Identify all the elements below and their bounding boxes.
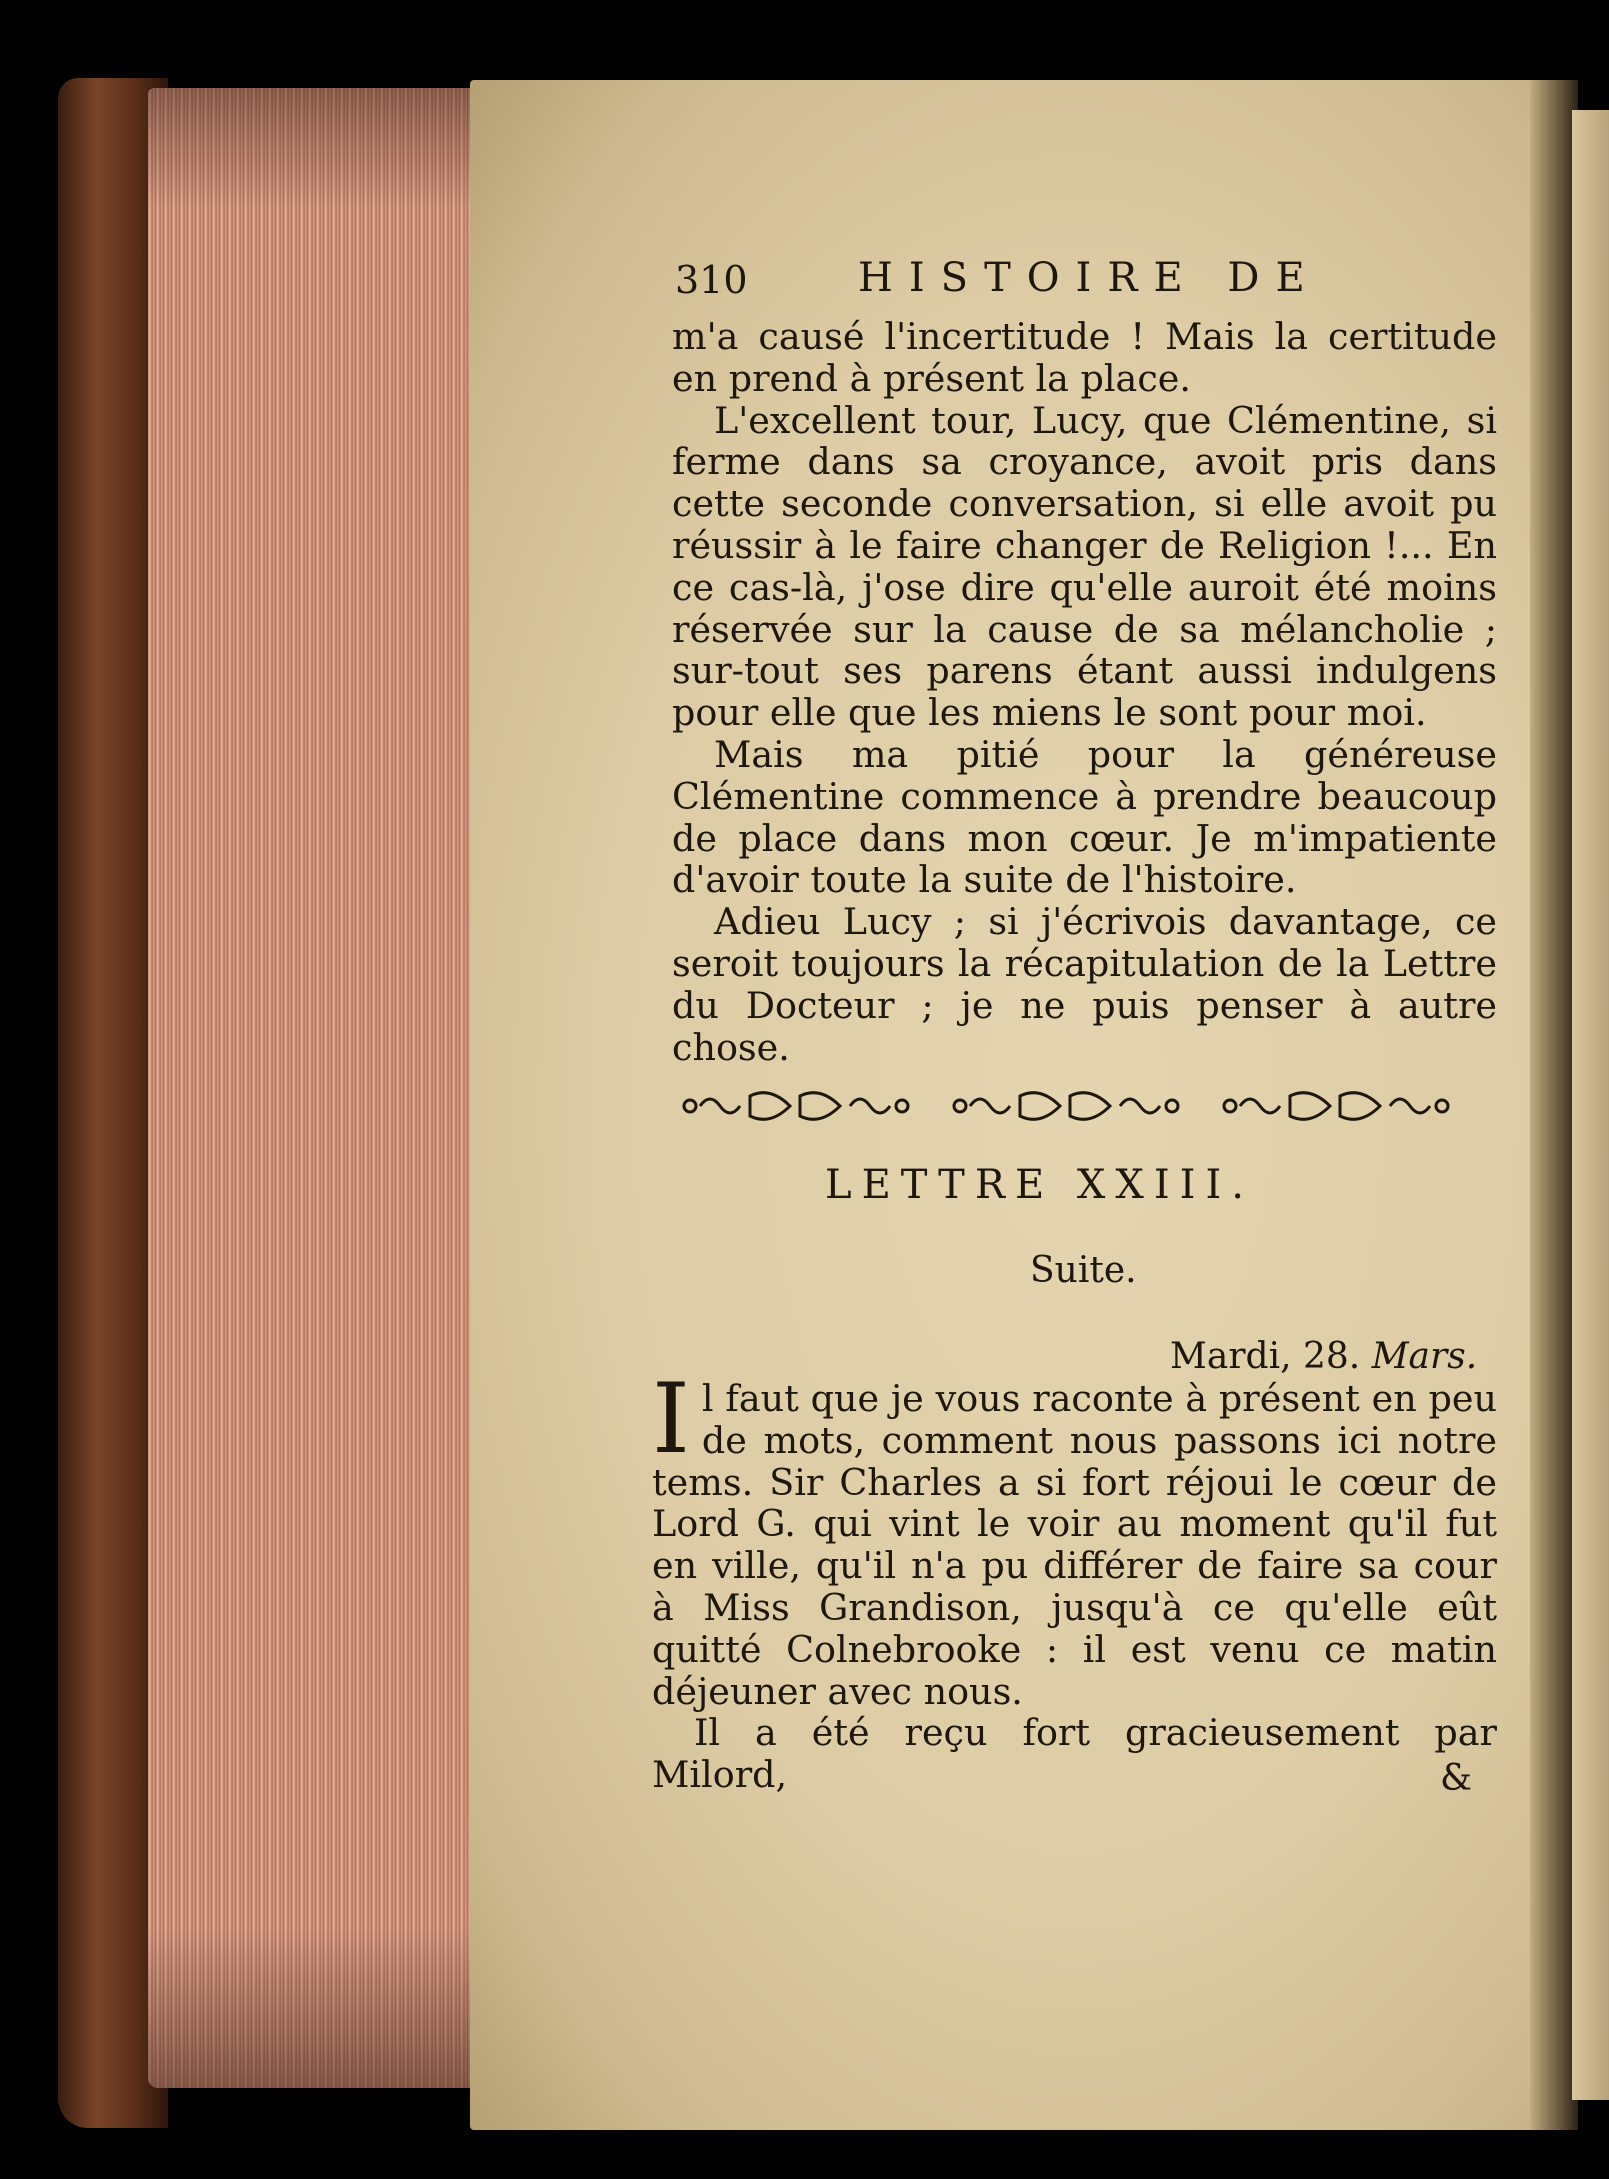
letter-title: LETTRE XXIII.: [825, 1162, 1254, 1208]
next-page-edge: [1572, 110, 1609, 2100]
date-prefix: Mardi, 28.: [1170, 1336, 1361, 1377]
letter-dateline: [1170, 1336, 1477, 1377]
catchword: &: [1440, 1758, 1473, 1799]
page-edges-shade: [148, 88, 488, 2088]
letter-paragraph-1-text: l faut que je vous raconte à présent en peu de mots, comment nous passons ici notre tems. Sir Charles a si fort réjoui le cœur de Lord G. qui vint le voir au moment qu'il fut en ville, qu'il n'a pu différer de faire sa cour à Miss Grandison, jusqu'à ce qu'elle eût quitté Colnebrooke : il est venu ce matin déjeuner avec nous.: [652, 1377, 1497, 1713]
page-body: [672, 316, 1497, 1068]
drop-cap: I: [652, 1363, 690, 1475]
page-number: 310: [675, 258, 748, 302]
date-month: Mars.: [1371, 1336, 1478, 1377]
paragraph-2: L'excellent tour, Lucy, que Clémentine, si ferme dans sa croyance, avoit pris dans cette seconde conversation, si elle avoit pu réussir à le faire changer de Religion !... En ce cas-là, j'ose dire qu'elle auroit été moins réservée sur la cause de sa mélancholie ; sur-tout ses parens étant aussi indulgens pour elle que les miens le sont pour moi.: [672, 398, 1497, 735]
letter-body: [652, 1363, 1497, 1797]
ornament-group-3: [1224, 1093, 1448, 1120]
ornament-group-1: [684, 1093, 908, 1120]
letter-paragraph-2: Il a été reçu fort gracieusement par Milord,: [652, 1711, 1497, 1797]
ornament-divider-icon: [670, 1082, 1480, 1130]
paragraph-1: m'a causé l'incertitude ! Mais la certitude en prend à présent la place.: [672, 315, 1497, 400]
paragraph-4: Adieu Lucy ; si j'écrivois davantage, ce seroit toujours la récapitulation de la Lettre du Docteur ; je ne puis penser à autre chose.: [672, 900, 1497, 1069]
ornament-group-2: [954, 1093, 1178, 1120]
running-head: HISTOIRE DE: [858, 255, 1321, 301]
paragraph-3: Mais ma pitié pour la généreuse Clémentine commence à prendre beaucoup de place dans mon cœur. Je m'impatiente d'avoir toute la suite de l'histoire.: [672, 732, 1497, 902]
letter-paragraph-1: [652, 1363, 1497, 1713]
book-gutter: [1530, 80, 1578, 2130]
letter-subtitle: Suite.: [1030, 1250, 1137, 1291]
